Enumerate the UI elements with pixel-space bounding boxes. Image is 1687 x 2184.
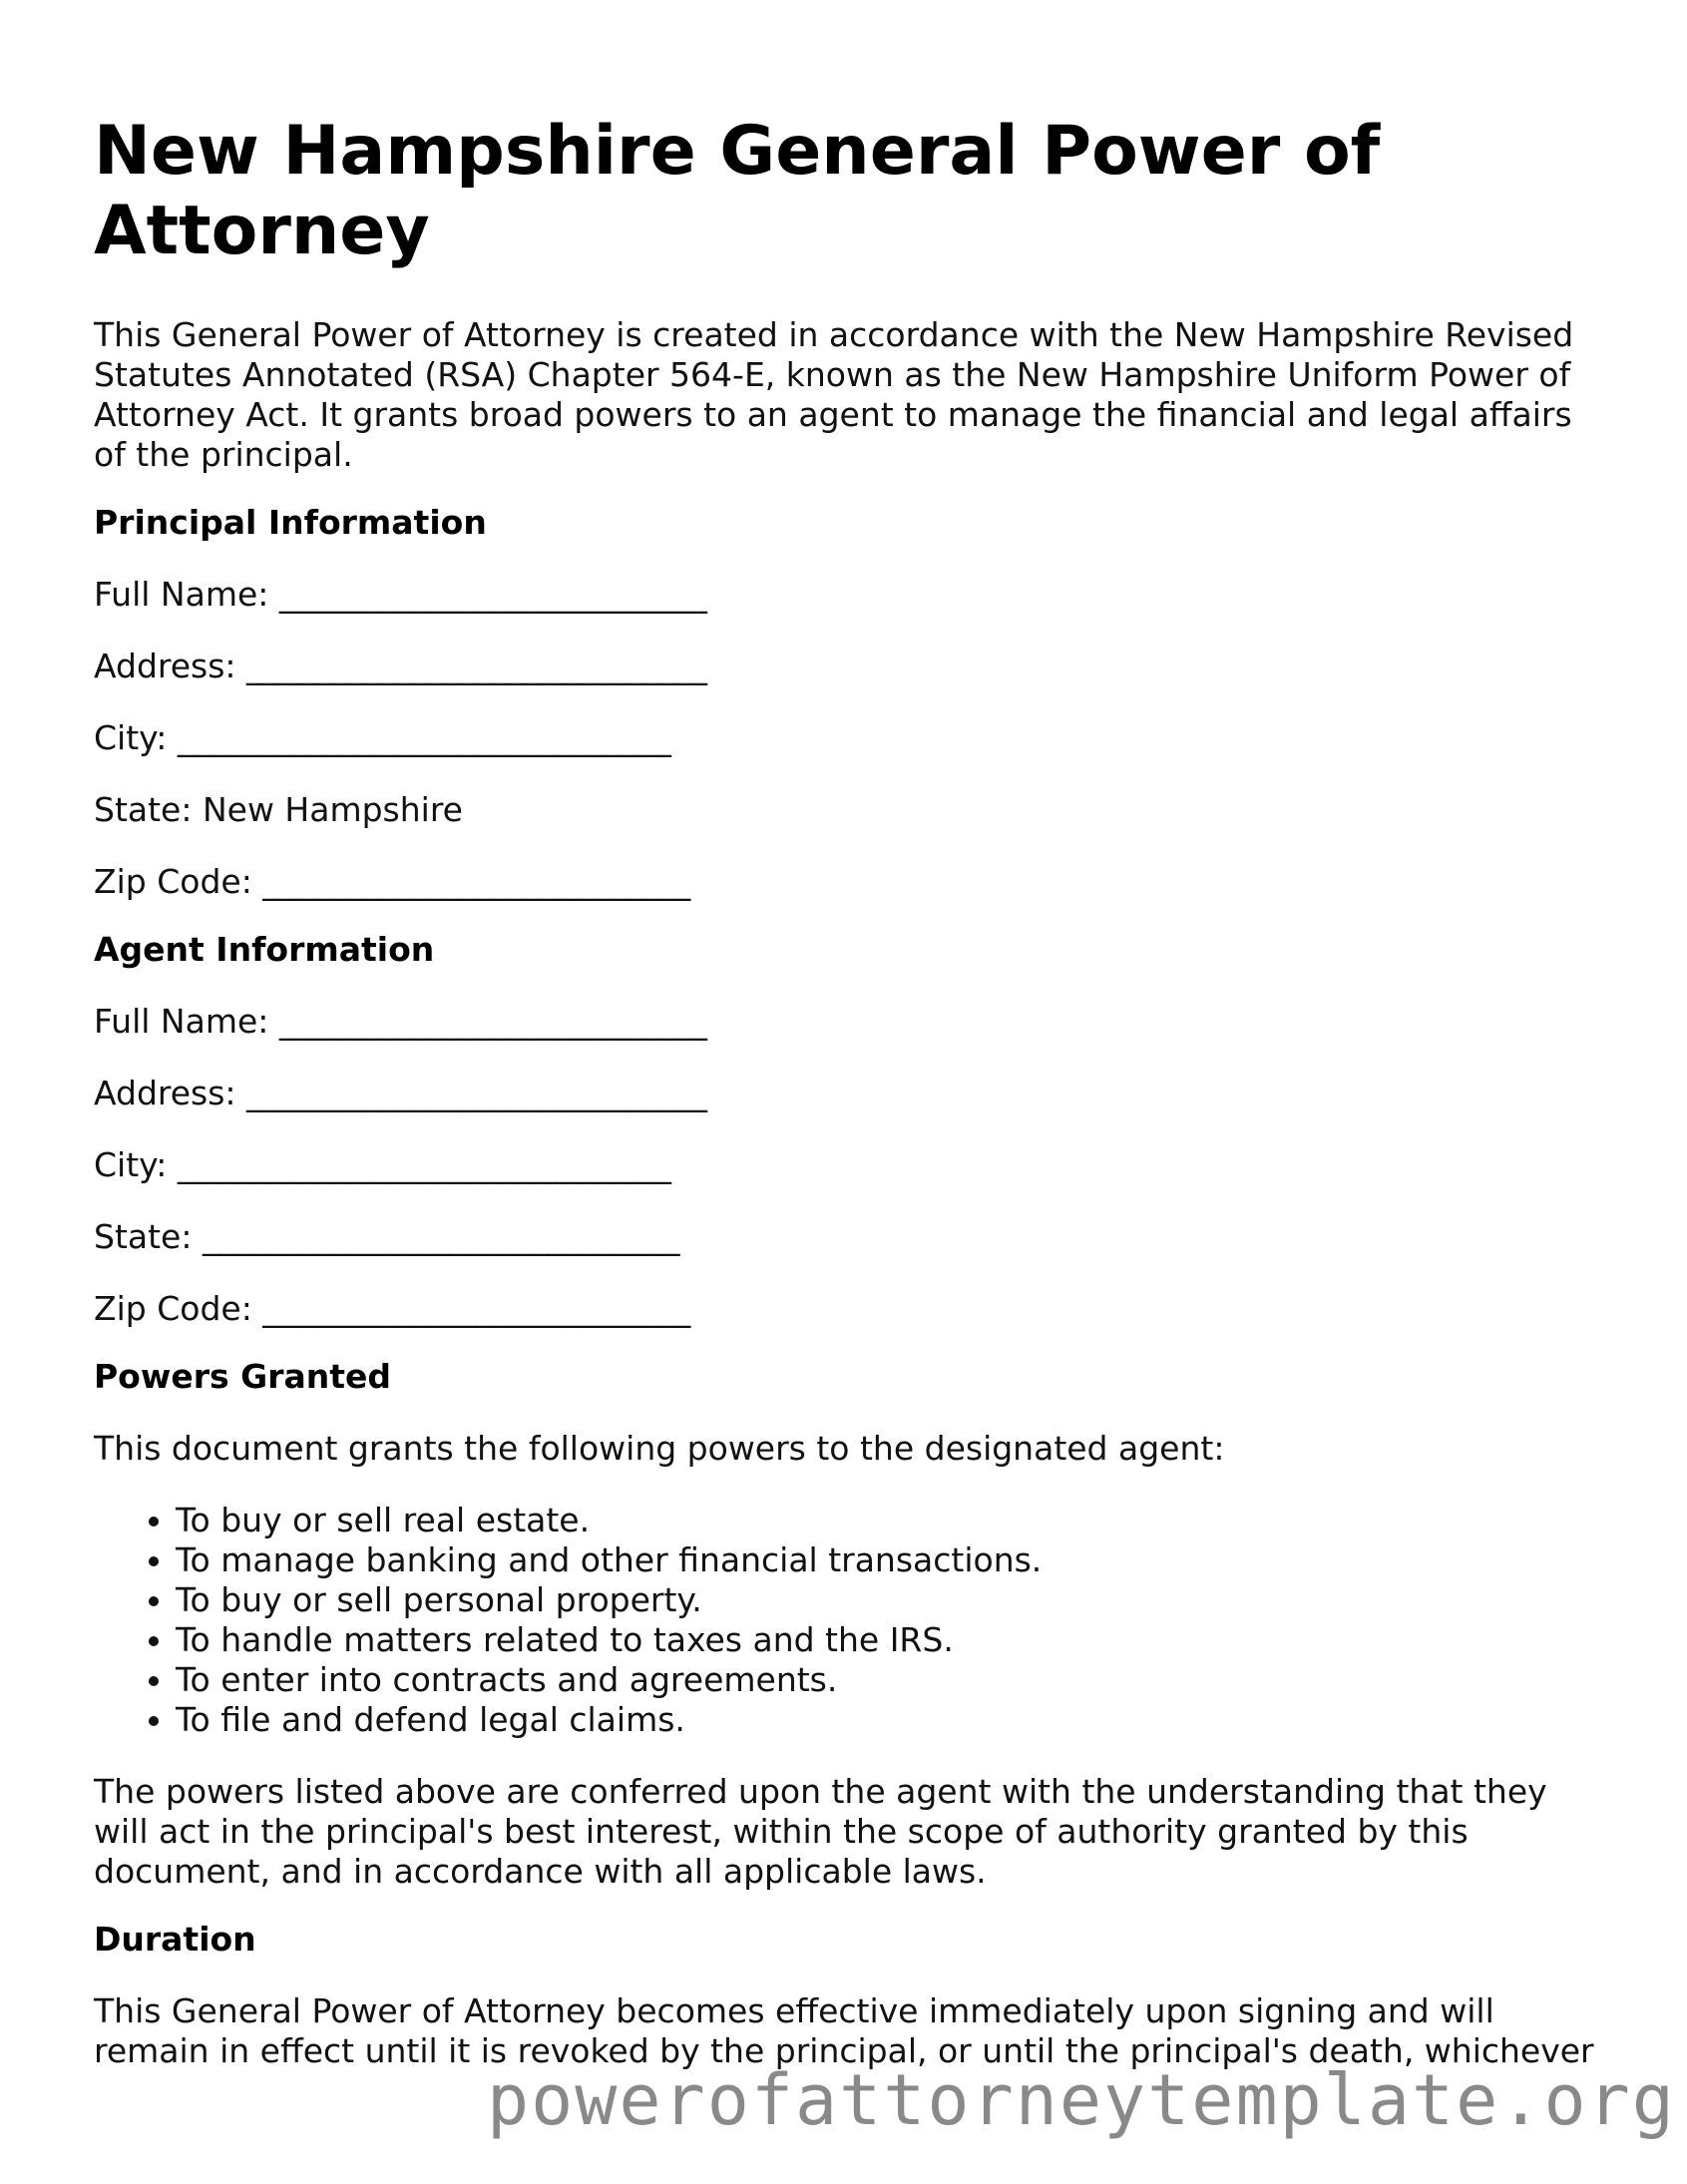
powers-list xyxy=(94,1501,1610,1740)
powers-heading: Powers Granted xyxy=(94,1357,392,1396)
document-title: New Hampshire General Power of Attorney xyxy=(94,112,1381,270)
agent-city-field[interactable]: City: ______________________________ xyxy=(94,1145,671,1184)
list-item: • To manage banking and other financial transactions. xyxy=(176,1540,1610,1580)
list-item: • To handle matters related to taxes and the IRS. xyxy=(176,1620,1610,1660)
document-page xyxy=(94,112,1610,2071)
powers-lead-paragraph: This document grants the following powers to the designated agent: xyxy=(94,1429,1225,1468)
agent-address-field[interactable]: Address: ____________________________ xyxy=(94,1074,708,1112)
principal-heading: Principal Information xyxy=(94,503,487,542)
duration-heading: Duration xyxy=(94,1920,256,1959)
principal-zip-field[interactable]: Zip Code: __________________________ xyxy=(94,862,691,901)
principal-city-field[interactable]: City: ______________________________ xyxy=(94,718,671,757)
list-item: • To enter into contracts and agreements. xyxy=(176,1660,1610,1700)
intro-paragraph: This General Power of Attorney is created in accordance with the New Hampshire Revised Statutes Annotated (RSA) Chapter 564-E, known as the New Hampshire Uniform Power of Attorney Act. It grants broad powers to an agent to manage the financial and legal affairs of the principal. xyxy=(94,315,1574,474)
list-item: • To file and defend legal claims. xyxy=(176,1700,1610,1740)
agent-full-name-field[interactable]: Full Name: __________________________ xyxy=(94,1002,707,1041)
watermark: powerofattorneytemplate.org xyxy=(487,2059,1676,2141)
duration-paragraph: This General Power of Attorney becomes effective immediately upon signing and will remain in effect until it is revoked by the principal, or until the principal's death, whichever xyxy=(94,1991,1594,2070)
principal-address-field[interactable]: Address: ____________________________ xyxy=(94,647,708,685)
list-item: • To buy or sell real estate. xyxy=(176,1501,1610,1540)
powers-closing-paragraph: The powers listed above are conferred upon the agent with the understanding that they will act in the principal's best interest, within the scope of authority granted by this document, and in accordance with all applicable laws. xyxy=(94,1772,1547,1891)
principal-full-name-field[interactable]: Full Name: __________________________ xyxy=(94,575,707,614)
principal-state-field: State: New Hampshire xyxy=(94,790,463,829)
agent-state-field[interactable]: State: _____________________________ xyxy=(94,1217,680,1256)
agent-zip-field[interactable]: Zip Code: __________________________ xyxy=(94,1289,691,1328)
agent-heading: Agent Information xyxy=(94,930,435,969)
list-item: • To buy or sell personal property. xyxy=(176,1580,1610,1620)
